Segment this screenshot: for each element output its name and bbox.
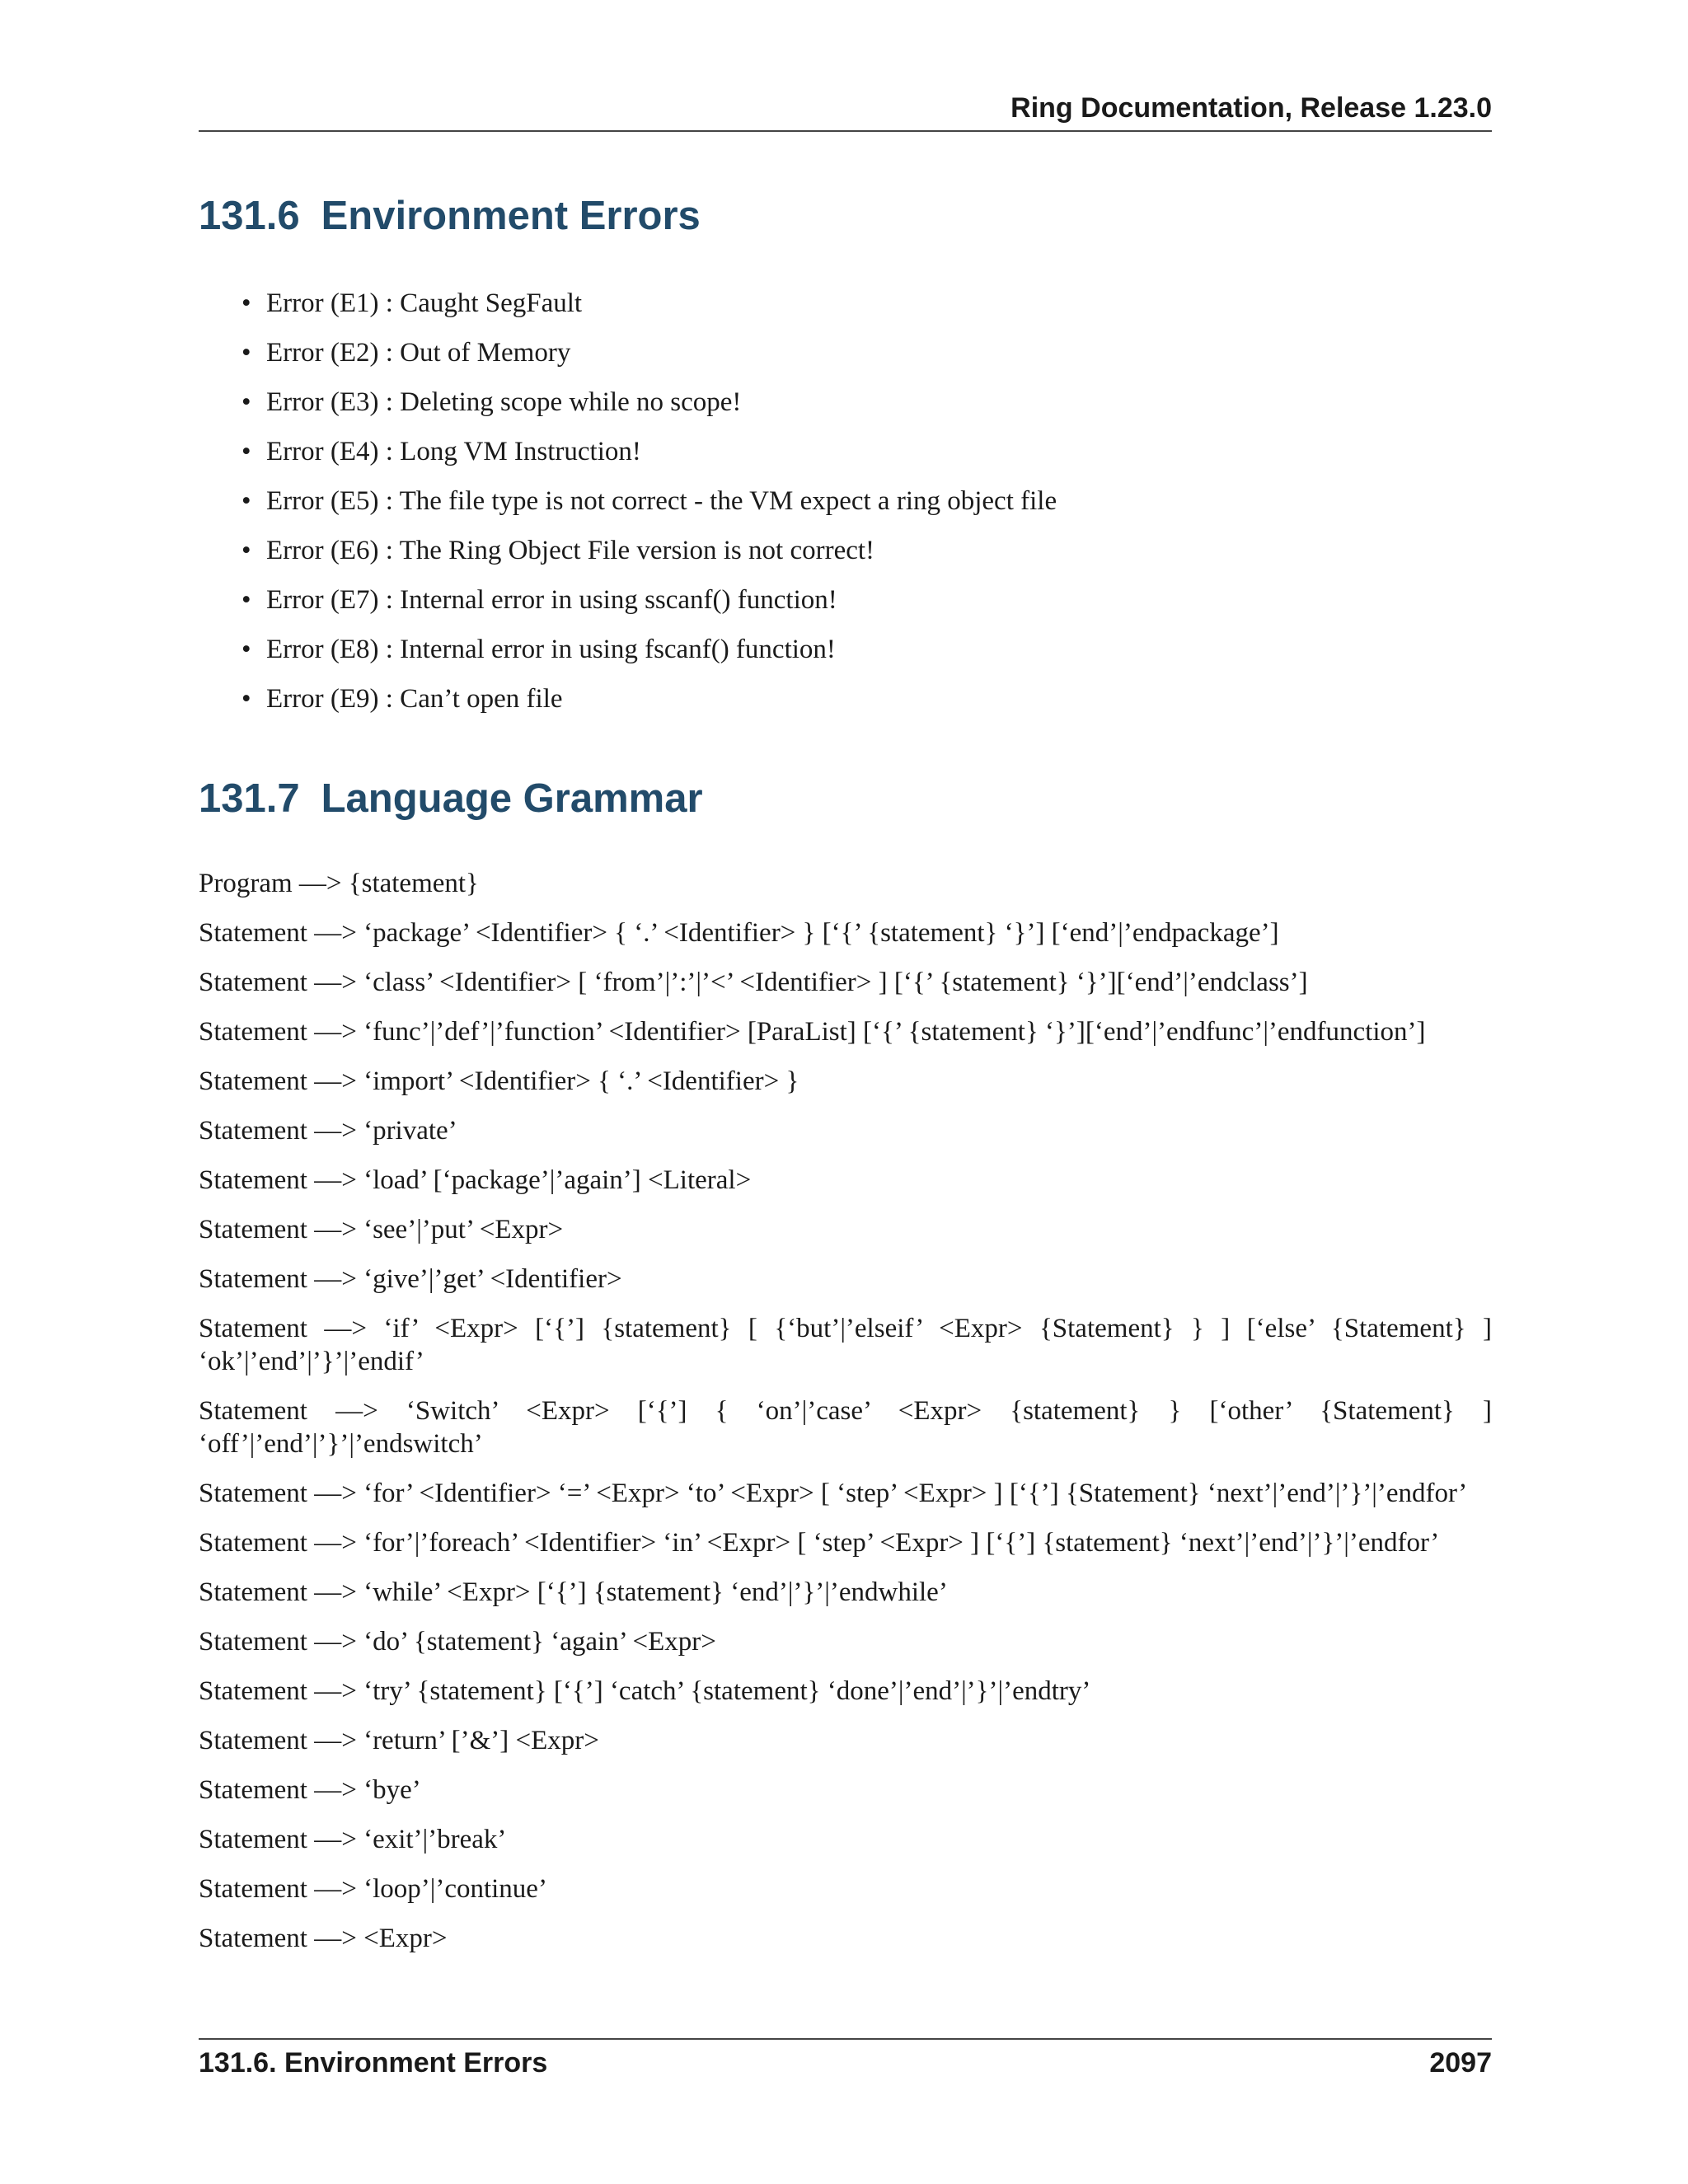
section-title: Environment Errors — [321, 194, 701, 238]
footer-divider — [199, 2038, 1492, 2040]
bullet-icon: • — [241, 486, 251, 516]
list-item — [199, 434, 1057, 483]
bullet-icon: • — [241, 437, 251, 466]
list-item-text: Error (E9) : Can’t open file — [266, 684, 563, 714]
bullet-icon: • — [241, 536, 251, 565]
list-item-text: Error (E7) : Internal error in using sscanf() function! — [266, 585, 837, 615]
section-title: Language Grammar — [321, 776, 703, 821]
grammar-rule: Statement —> ‘try’ {statement} [‘{’] ‘catch’ {statement} ‘done’|’end’|’}’|’endtry’ — [199, 1676, 1091, 1706]
bullet-icon: • — [241, 288, 251, 318]
grammar-rule: Statement —> ‘loop’|’continue’ — [199, 1874, 547, 1904]
page-number: 2097 — [1429, 2047, 1492, 2079]
bullet-icon: • — [241, 585, 251, 615]
list-item — [199, 681, 1057, 730]
document-page — [199, 0, 1492, 2184]
section-number: 131.6 — [199, 194, 300, 238]
grammar-rule: Statement —> ‘for’ <Identifier> ‘=’ <Expr> ‘to’ <Expr> [ ‘step’ <Expr> ] [‘{’] {Statement} ‘next’|’end’|’}’|’endfor’ — [199, 1479, 1468, 1508]
list-item — [199, 631, 1057, 681]
grammar-rule: Statement —> ‘package’ <Identifier> { ‘.’ <Identifier> } [‘{’ {statement} ‘}’] [‘end’|’endpackage’] — [199, 918, 1279, 948]
bullet-icon: • — [241, 387, 251, 417]
bullet-icon: • — [241, 635, 251, 664]
grammar-rule: Statement —> ‘for’|’foreach’ <Identifier> ‘in’ <Expr> [ ‘step’ <Expr> ] [‘{’] {statement} ‘next’|’end’|’}’|’endfor’ — [199, 1528, 1440, 1558]
grammar-rule: Program —> {statement} — [199, 869, 479, 898]
header-divider — [199, 130, 1492, 132]
section-heading-language-grammar — [199, 776, 703, 822]
grammar-rule: Statement —> ‘bye’ — [199, 1775, 421, 1805]
running-header: Ring Documentation, Release 1.23.0 — [1010, 92, 1492, 124]
list-item — [199, 582, 1057, 631]
grammar-rule: Statement —> ‘return’ [’&’] <Expr> — [199, 1726, 599, 1755]
list-item — [199, 532, 1057, 582]
grammar-rule: Statement —> ‘exit’|’break’ — [199, 1825, 507, 1854]
list-item — [199, 285, 1057, 335]
section-heading-environment-errors — [199, 193, 701, 239]
bullet-icon: • — [241, 684, 251, 714]
list-item-text: Error (E4) : Long VM Instruction! — [266, 437, 641, 466]
grammar-rule: Statement —> ‘do’ {statement} ‘again’ <Expr> — [199, 1627, 716, 1657]
section-number: 131.7 — [199, 776, 300, 821]
list-item-text: Error (E3) : Deleting scope while no scope! — [266, 387, 742, 417]
list-item — [199, 384, 1057, 434]
grammar-rule: Statement —> ‘load’ [‘package’|’again’] <Literal> — [199, 1165, 752, 1195]
grammar-rules — [199, 867, 1492, 1971]
grammar-rule: Statement —> ‘give’|’get’ <Identifier> — [199, 1264, 622, 1294]
environment-errors-list — [199, 285, 1057, 730]
grammar-rule: Statement —> <Expr> — [199, 1924, 448, 1953]
list-item-text: Error (E2) : Out of Memory — [266, 338, 571, 368]
grammar-rule: Statement —> ‘Switch’ <Expr> [‘{’] { ‘on’|’case’ <Expr> {statement} } [‘other’ {Statement} ] ‘off’|’end’|’}’|’endswitch’ — [199, 1396, 1492, 1459]
grammar-rule: Statement —> ‘class’ <Identifier> [ ‘from’|’:’|’<’ <Identifier> ] [‘{’ {statement} ‘}’][‘end’|’endclass’] — [199, 968, 1308, 997]
grammar-rule: Statement —> ‘private’ — [199, 1116, 457, 1146]
list-item — [199, 483, 1057, 532]
footer-section-label: 131.6. Environment Errors — [199, 2047, 548, 2079]
list-item-text: Error (E8) : Internal error in using fscanf() function! — [266, 635, 836, 664]
grammar-rule: Statement —> ‘see’|’put’ <Expr> — [199, 1215, 564, 1244]
grammar-rule: Statement —> ‘func’|’def’|’function’ <Identifier> [ParaList] [‘{’ {statement} ‘}’][‘end’|’endfunc’|’endfunction’] — [199, 1017, 1426, 1047]
list-item-text: Error (E1) : Caught SegFault — [266, 288, 583, 318]
list-item — [199, 335, 1057, 384]
list-item-text: Error (E5) : The file type is not correct - the VM expect a ring object file — [266, 486, 1057, 516]
list-item-text: Error (E6) : The Ring Object File version is not correct! — [266, 536, 875, 565]
grammar-rule: Statement —> ‘while’ <Expr> [‘{’] {statement} ‘end’|’}’|’endwhile’ — [199, 1577, 948, 1607]
grammar-rule: Statement —> ‘if’ <Expr> [‘{’] {statement} [ {‘but’|’elseif’ <Expr> {Statement} } ] [‘else’ {Statement} ] ‘ok’|’end’|’}’|’endif’ — [199, 1314, 1492, 1376]
grammar-rule: Statement —> ‘import’ <Identifier> { ‘.’ <Identifier> } — [199, 1066, 799, 1096]
bullet-icon: • — [241, 338, 251, 368]
